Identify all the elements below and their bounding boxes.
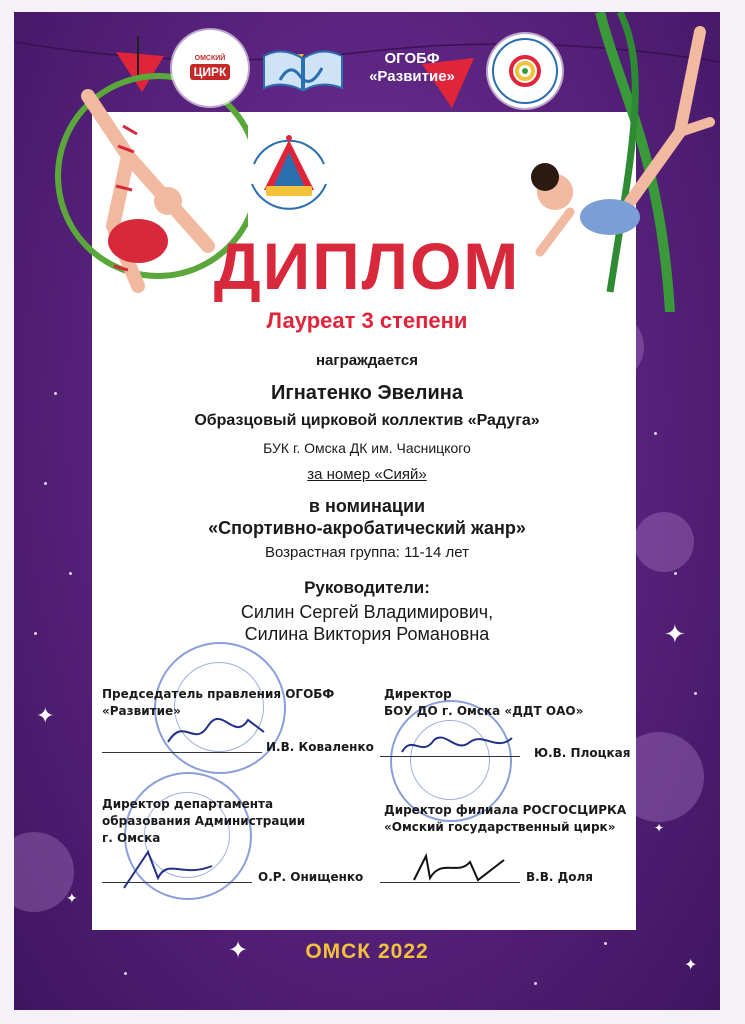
star-dot xyxy=(124,972,127,975)
sparkle-icon: ✦ xyxy=(664,620,686,650)
ddt-emblem-icon xyxy=(490,36,560,106)
signatory-title-line: «Развитие» xyxy=(102,704,181,718)
signature-scribble xyxy=(408,850,508,886)
signatory-title-line: Директор департамента xyxy=(102,797,274,811)
signatory-title-line: БОУ ДО г. Омска «ДДТ ОАО» xyxy=(384,704,584,718)
signature-scribble xyxy=(164,712,274,752)
omsk-circus-logo xyxy=(172,30,248,106)
signatory-4-title xyxy=(384,802,626,836)
sparkle-icon: ✦ xyxy=(66,891,78,907)
signatory-3-title xyxy=(102,796,305,847)
signatory-4-name: В.В. Доля xyxy=(526,870,594,884)
ddt-logo xyxy=(488,34,562,108)
signatory-title-line: «Омский государственный цирк» xyxy=(384,820,616,834)
star-dot xyxy=(674,572,677,575)
festival-logo xyxy=(234,120,344,224)
sparkle-icon: ✦ xyxy=(684,955,698,974)
leader-name: Силин Сергей Владимирович, xyxy=(240,602,494,622)
signatory-title-line: образования Администрации xyxy=(102,814,306,828)
signatory-1-name: И.В. Коваленко xyxy=(266,740,374,754)
signatory-title-line: Председатель правления ОГОБФ xyxy=(102,687,335,701)
signatory-title-line: Директор филиала РОСГОСЦИРКА xyxy=(384,803,627,817)
diploma-title: ДИПЛОМ xyxy=(213,229,521,303)
signatory-2-title xyxy=(384,686,583,720)
star-dot xyxy=(534,982,537,985)
star-dot xyxy=(69,572,72,575)
open-book-logo-icon xyxy=(260,44,346,94)
collective-name: Образцовый цирковой коллектив «Радуга» xyxy=(194,412,540,429)
signatory-3-name: О.Р. Онищенко xyxy=(258,870,364,884)
awarded-label: награждается xyxy=(315,352,419,369)
recipient-name: Игнатенко Эвелина xyxy=(270,382,463,404)
org-name: ОГОБФ «Развитие» xyxy=(369,50,455,85)
nomination-label: в номинации xyxy=(308,496,426,516)
act-title: за номер «Сияй» xyxy=(307,466,427,483)
signatory-title-line: г. Омска xyxy=(102,831,161,845)
diploma-background xyxy=(14,12,720,1010)
age-group: Возрастная группа: 11-14 лет xyxy=(265,544,469,561)
star-dot xyxy=(654,432,657,435)
sparkle-icon: ✦ xyxy=(228,936,249,964)
star-dot xyxy=(694,692,697,695)
laureate-degree: Лауреат 3 степени xyxy=(266,308,468,333)
signature-scribble xyxy=(398,728,518,762)
footer-city-year: ОМСК 2022 xyxy=(305,940,429,963)
sparkle-icon: ✦ xyxy=(654,821,665,835)
institution-name: БУК г. Омска ДК им. Часницкого xyxy=(263,440,471,456)
signatory-2-name: Ю.В. Плоцкая xyxy=(534,746,631,760)
nomination-name: «Спортивно-акробатический жанр» xyxy=(208,518,526,538)
circus-logo-small-text: ОМСКИЙ xyxy=(194,55,226,62)
leader-name: Силина Виктория Романовна xyxy=(244,624,490,644)
bokeh xyxy=(14,832,74,912)
sparkle-icon: ✦ xyxy=(36,704,55,729)
signature-scribble xyxy=(118,848,218,892)
signature-line xyxy=(102,752,262,753)
leaders-label: Руководители: xyxy=(304,578,430,597)
signatory-title-line: Директор xyxy=(384,687,452,701)
circus-logo-main-text: ЦИРК xyxy=(190,64,231,80)
